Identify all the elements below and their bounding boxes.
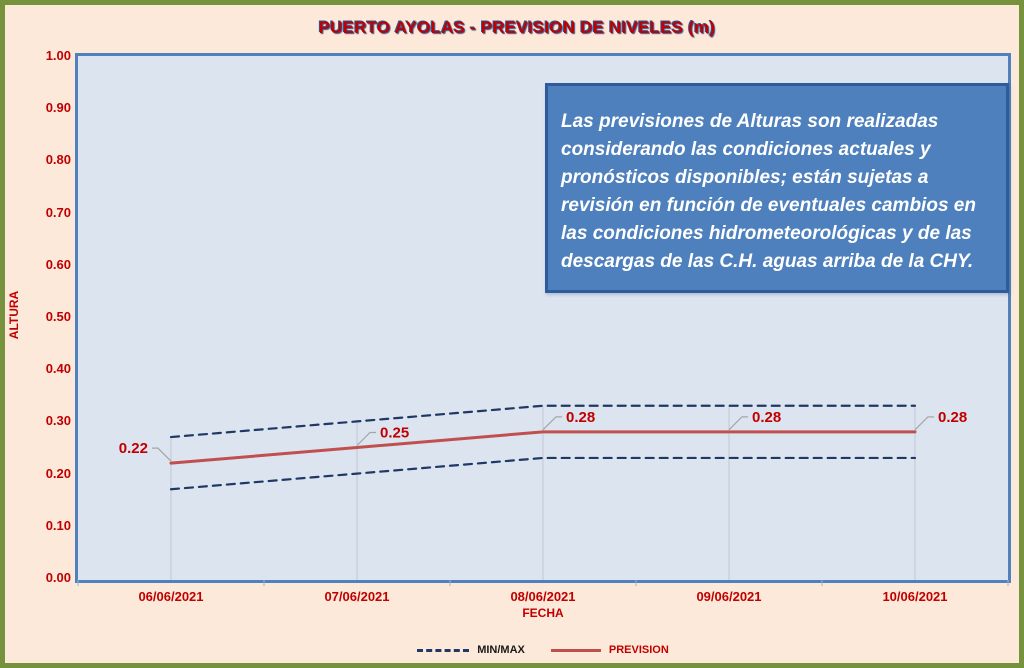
legend-item-prevision — [551, 644, 669, 656]
y-axis-tick-label: 1.00 — [45, 48, 71, 63]
data-label: 0.28 — [566, 408, 596, 426]
solid-line-swatch — [551, 649, 601, 652]
x-axis-tick-label: 09/06/2021 — [696, 589, 762, 604]
y-axis-tick-label: 0.20 — [45, 465, 71, 481]
x-axis-tick-label: 07/06/2021 — [324, 589, 390, 604]
data-label-leader — [915, 417, 934, 430]
y-axis-tick-label: 0.70 — [45, 204, 71, 220]
forecast-note-text: Las previsiones de Alturas son realizadas considerando las condiciones actuales y pronósticos disponibles; están sujetas a revisión en función de eventuales cambios en las condiciones hidrometeorológicas y de las descargas de las C.H. aguas arriba de la CHY. — [561, 111, 976, 272]
data-label: 0.28 — [752, 408, 782, 426]
data-label: 0.28 — [938, 408, 968, 426]
y-axis-tick-label: 0.80 — [45, 152, 71, 168]
plot-area — [75, 53, 1011, 583]
data-label: 0.25 — [380, 424, 410, 442]
chart-title: PUERTO AYOLAS - PREVISION DE NIVELES (m) — [318, 18, 716, 37]
forecast-note-box — [545, 83, 1009, 293]
data-label-leader — [543, 417, 562, 430]
y-axis-tick-label: 0.00 — [45, 570, 71, 585]
y-axis-tick-label: 0.50 — [45, 309, 71, 324]
x-axis-tick-label: 10/06/2021 — [882, 589, 948, 604]
data-label: 0.22 — [118, 440, 148, 458]
x-axis-tick-label: 08/06/2021 — [510, 589, 576, 604]
legend-label-prevision: PREVISION — [608, 644, 669, 656]
data-label-leader — [729, 417, 748, 430]
legend-label-minmax: MIN/MAX — [477, 644, 525, 656]
legend — [75, 639, 1011, 661]
legend-item-minmax — [417, 644, 525, 656]
dashed-line-swatch — [417, 649, 469, 652]
y-axis-title: ALTURA — [7, 290, 21, 340]
x-axis-tick-label: 06/06/2021 — [138, 589, 204, 604]
data-label-leader — [152, 448, 171, 461]
y-axis-tick-label: 0.60 — [45, 256, 71, 272]
y-axis-tick-label: 0.10 — [45, 517, 71, 533]
y-axis-tick-label: 0.90 — [45, 100, 71, 116]
y-axis-tick-label: 0.40 — [45, 361, 71, 377]
x-axis-title: FECHA — [522, 606, 564, 620]
y-axis-tick-label: 0.30 — [45, 413, 71, 429]
data-label-leader — [357, 433, 376, 446]
